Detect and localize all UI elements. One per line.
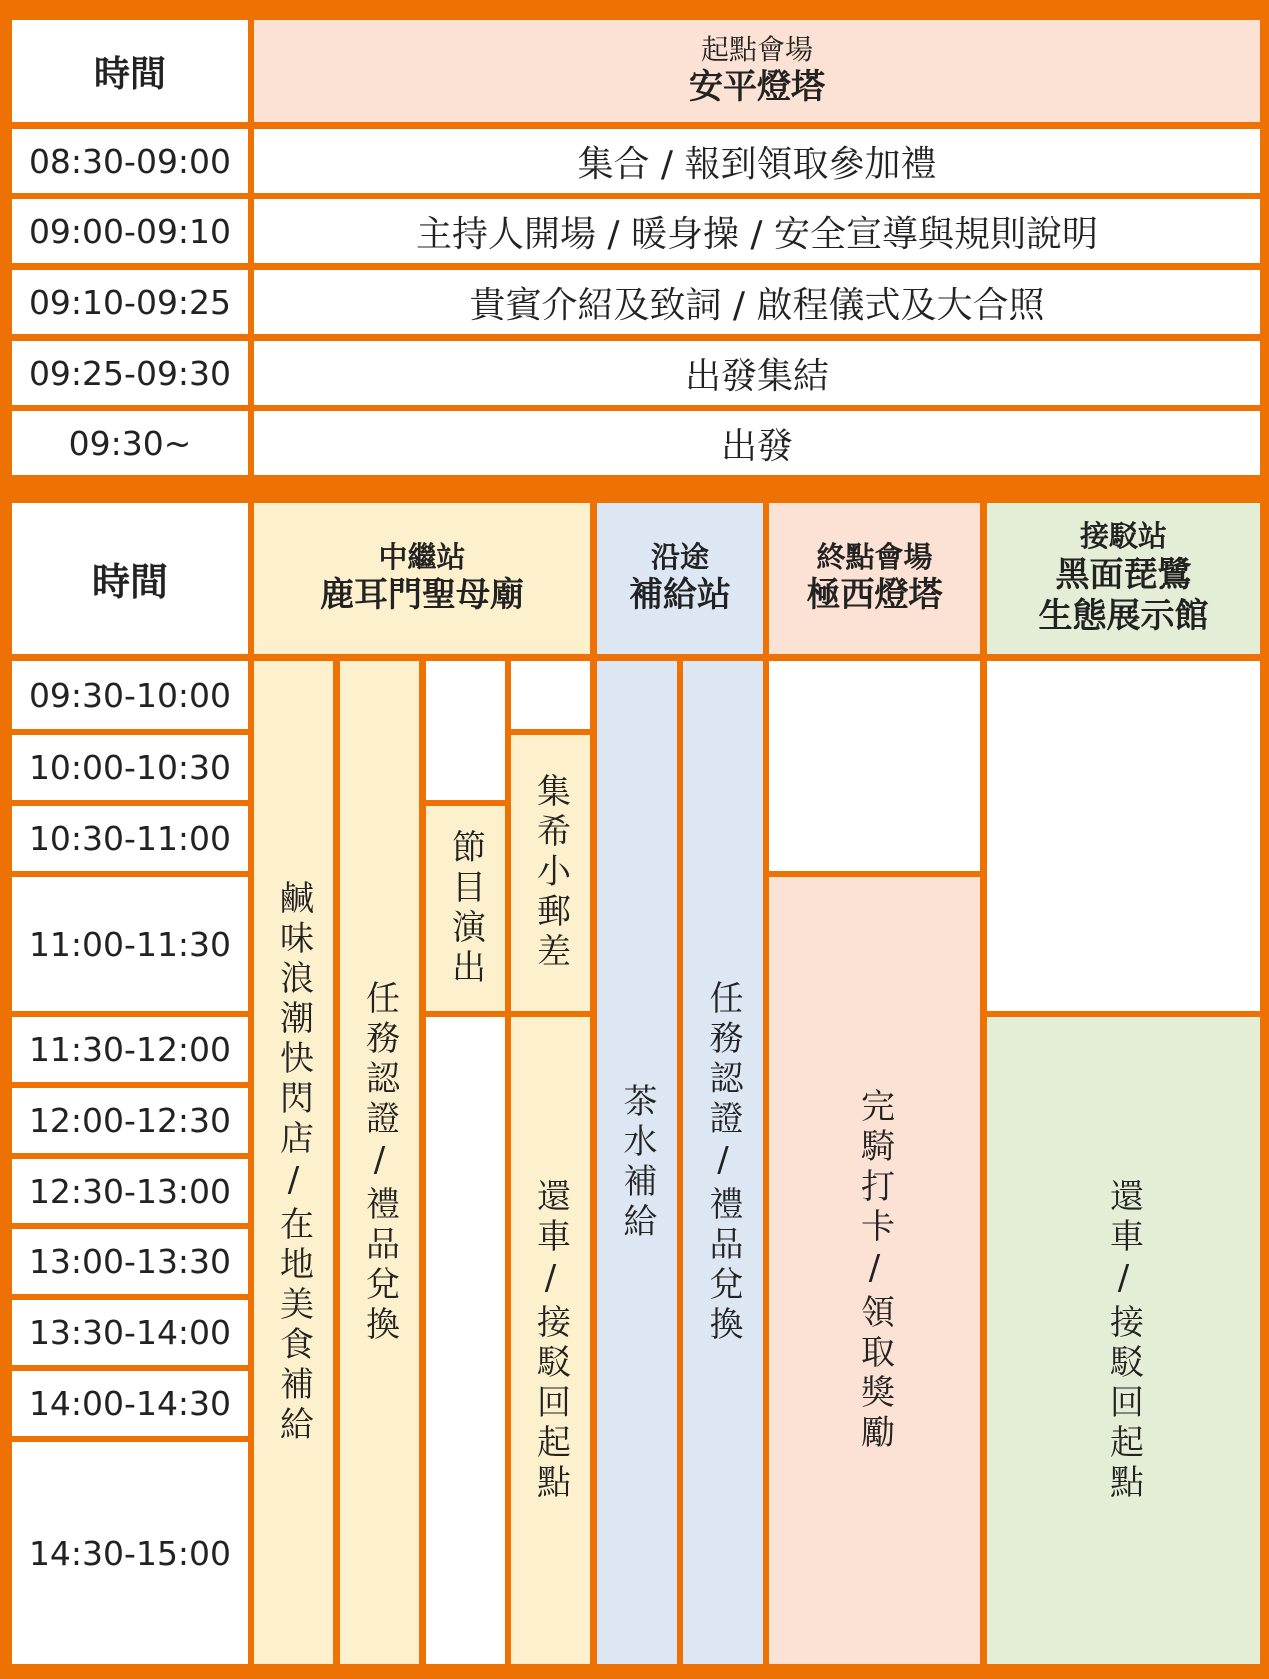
- return-relay-activity: [511, 1017, 590, 1664]
- empty-slot: [426, 1017, 505, 1664]
- top-row-event: 貴賓介紹及致詞 / 啟程儀式及大合照: [254, 270, 1260, 334]
- local-food-label: 鹹味浪潮快閃店/在地美食補給: [273, 879, 314, 1446]
- finish-venue-caption: 終點會場: [816, 540, 933, 575]
- return-shuttle-activity: [987, 1017, 1260, 1664]
- top-row-time: 09:25-09:30: [12, 341, 248, 405]
- time-slot: 10:00-10:30: [12, 735, 248, 800]
- finish-activity: [769, 877, 980, 1664]
- start-venue-name: 安平燈塔: [689, 67, 825, 108]
- mission-supply-activity: [683, 661, 763, 1664]
- finish-venue-name: 極西燈塔: [806, 575, 943, 616]
- time-slot: 13:30-14:00: [12, 1300, 248, 1365]
- empty-slot: [769, 661, 980, 871]
- top-row-event: 出發集結: [254, 341, 1260, 405]
- mission-relay-label: 任務認證/禮品兌換: [359, 979, 400, 1346]
- bottom-time-header: 時間: [12, 503, 248, 654]
- supply-station-header: [597, 503, 763, 654]
- return-shuttle-label: 還車/接駁回起點: [1103, 1177, 1144, 1504]
- top-row-time: 09:30~: [12, 411, 248, 475]
- empty-slot: [987, 661, 1260, 1011]
- mission-supply-label: 任務認證/禮品兌換: [703, 979, 743, 1346]
- time-slot: 12:30-13:00: [12, 1159, 248, 1223]
- time-slot: 14:30-15:00: [12, 1442, 248, 1664]
- mission-relay-activity: [340, 661, 419, 1664]
- top-row-time: 09:00-09:10: [12, 199, 248, 263]
- top-row-time: 08:30-09:00: [12, 129, 248, 193]
- top-row-event: 出發: [254, 411, 1260, 475]
- top-row-event: 集合 / 報到領取參加禮: [254, 129, 1260, 193]
- water-supply-activity: [597, 661, 677, 1664]
- time-slot: 12:00-12:30: [12, 1088, 248, 1153]
- relay-station-name: 鹿耳門聖母廟: [320, 575, 524, 616]
- post-office-activity: [511, 735, 590, 1011]
- empty-slot: [511, 661, 590, 729]
- shuttle-station-caption: 接駁站: [1079, 519, 1167, 554]
- local-food-activity: [254, 661, 333, 1664]
- return-relay-label: 還車/接駁回起點: [530, 1177, 571, 1504]
- finish-label: 完騎打卡/領取獎勵: [854, 1087, 895, 1454]
- empty-slot: [426, 661, 505, 800]
- relay-station-caption: 中繼站: [378, 540, 466, 575]
- shuttle-station-name: 黑面琵鷺: [1055, 554, 1192, 595]
- shuttle-station-name-line2: 生態展示館: [1038, 596, 1209, 637]
- start-venue-header: [254, 20, 1260, 122]
- start-venue-caption: 起點會場: [700, 33, 813, 67]
- water-supply-label: 茶水補給: [617, 1082, 657, 1243]
- top-time-header: 時間: [12, 20, 248, 122]
- time-slot: 14:00-14:30: [12, 1371, 248, 1436]
- supply-station-name: 補給站: [629, 575, 731, 616]
- time-slot: 10:30-11:00: [12, 806, 248, 871]
- time-slot: 11:00-11:30: [12, 877, 248, 1011]
- relay-station-header: [254, 503, 590, 654]
- top-row-time: 09:10-09:25: [12, 270, 248, 334]
- time-slot: 13:00-13:30: [12, 1229, 248, 1294]
- shuttle-station-header: [987, 503, 1260, 654]
- post-office-label: 集希小郵差: [530, 773, 571, 973]
- time-slot: 11:30-12:00: [12, 1017, 248, 1082]
- performance-label: 節目演出: [445, 828, 486, 989]
- performance-activity: [426, 806, 505, 1011]
- top-row-event: 主持人開場 / 暖身操 / 安全宣導與規則說明: [254, 199, 1260, 263]
- finish-venue-header: [769, 503, 980, 654]
- time-slot: 09:30-10:00: [12, 661, 248, 729]
- supply-station-caption: 沿途: [650, 540, 709, 575]
